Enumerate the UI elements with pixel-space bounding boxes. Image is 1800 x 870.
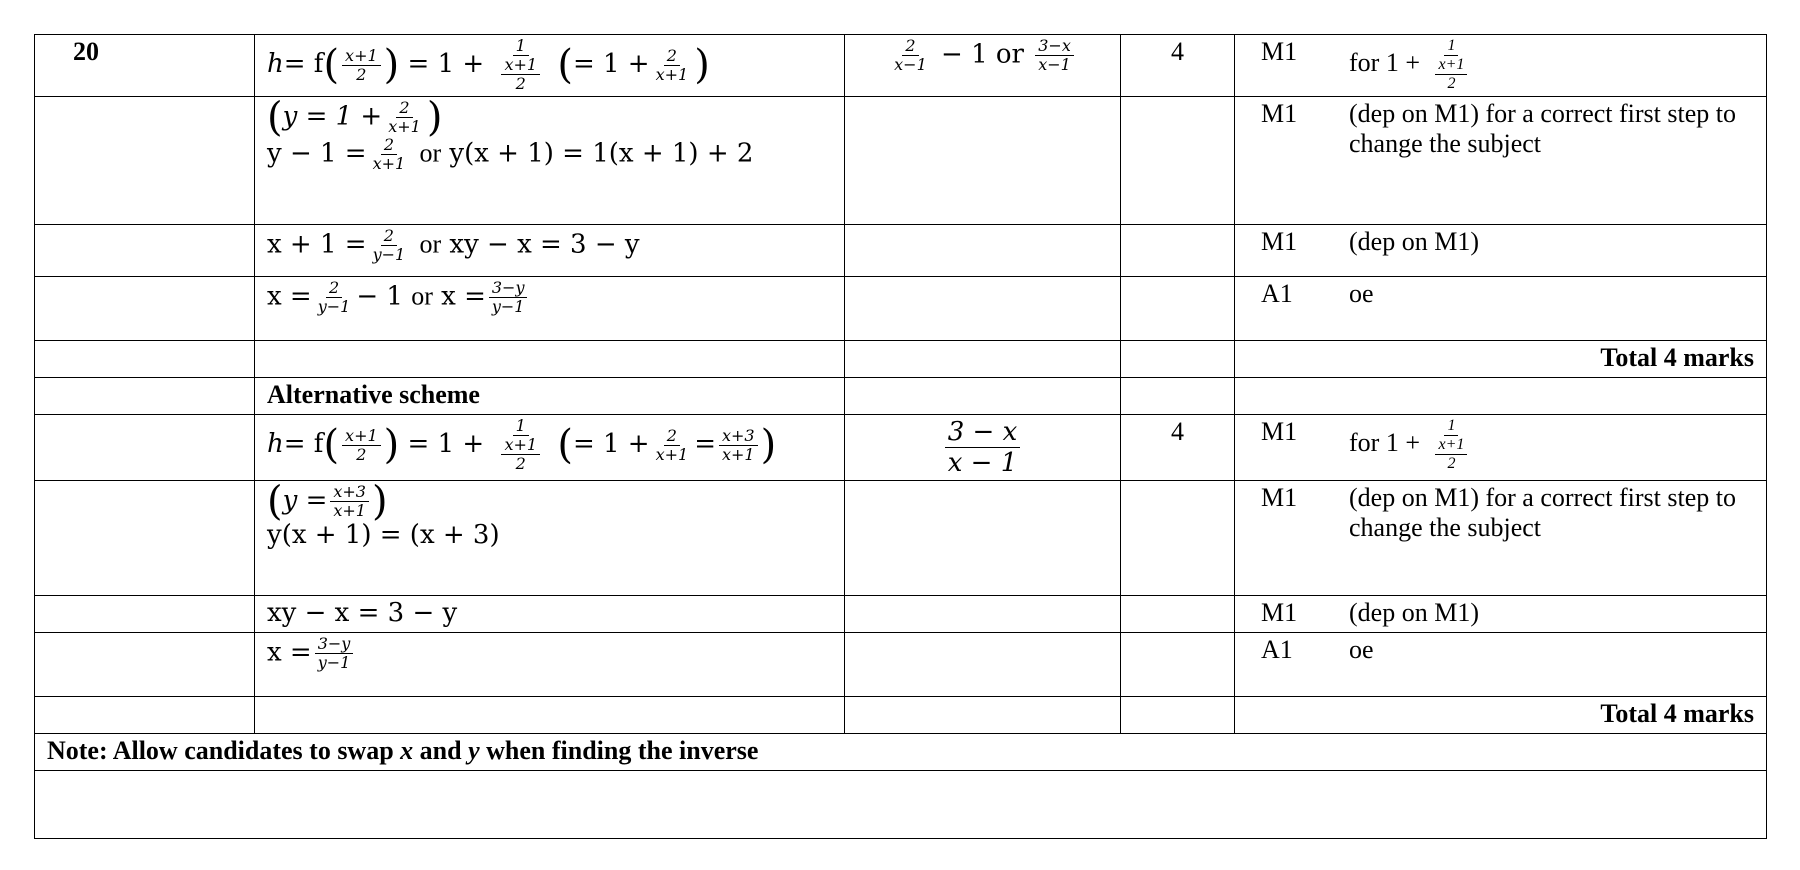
working-cell: h= f( $\frac{x+1}{2}$ ) = 1 + $\frac{1}{\frac{x+1}{2}}$ (= 1 + $\frac{2}{x+1}$ ) (255, 35, 845, 97)
working-cell: x = $\frac{3-y}{y-1}$ (255, 633, 845, 697)
mark-code: A1 (1261, 635, 1293, 664)
notes-cell (1235, 97, 1767, 225)
notes-cell (1235, 277, 1767, 341)
answer-cell: $\frac{3 - x}{x - 1}$ (845, 415, 1121, 481)
question-number: 20 (35, 35, 255, 97)
working-cell: x = $\frac{2}{y-1}$ − 1 or x = $\frac{3-y}{y-1}$ (255, 277, 845, 341)
working-cell: (y = 1 + $\frac{2}{x+1}$ ) y − 1 = $\frac{2}{x+1}$ or y(x + 1) = 1(x + 1) + 2 (255, 97, 845, 225)
notes-cell (1235, 596, 1767, 633)
working-cell: h= f( $\frac{x+1}{2}$ ) = 1 + $\frac{1}{\frac{x+1}{2}}$ (= 1 + $\frac{2}{x+1}$ = $\frac{x+3}{x+1}$ ) (255, 415, 845, 481)
notes-cell (1235, 35, 1767, 97)
working-cell: (y = $\frac{x+3}{x+1}$ ) y(x + 1) = (x + 3) (255, 481, 845, 596)
mark-code: M1 (1261, 598, 1298, 627)
table-row (35, 97, 1767, 225)
footnote: Note: Allow candidates to swap x and y when finding the inverse (35, 734, 1767, 771)
table-row (35, 277, 1767, 341)
notes-cell (1235, 225, 1767, 277)
note-text: (dep on M1) for a correct first step to change the subject (1349, 99, 1736, 158)
table-row (35, 697, 1767, 734)
note-text: (dep on M1) for a correct first step to change the subject (1349, 483, 1736, 542)
mark-code: M1 (1261, 417, 1298, 446)
table-row (35, 481, 1767, 596)
alternative-scheme-heading: Alternative scheme (255, 378, 845, 415)
note-text: for 1 + $\frac{1}{\frac{x+1}{2}}$ (1339, 417, 1754, 473)
mark-code: M1 (1261, 483, 1298, 512)
note-text: oe (1349, 635, 1374, 664)
note-text: for 1 + $\frac{1}{\frac{x+1}{2}}$ (1339, 37, 1754, 93)
table-row (35, 378, 1767, 415)
table-row (35, 35, 1767, 97)
notes-cell (1235, 633, 1767, 697)
table-row (35, 734, 1767, 771)
mark-cell: 4 (1121, 35, 1235, 97)
table-row (35, 341, 1767, 378)
working-cell: x + 1 = $\frac{2}{y-1}$ or xy − x = 3 − y (255, 225, 845, 277)
mark-scheme-table (34, 34, 1767, 839)
notes-cell (1235, 415, 1767, 481)
notes-cell (1235, 481, 1767, 596)
table-row (35, 225, 1767, 277)
table-row (35, 596, 1767, 633)
working-cell: xy − x = 3 − y (255, 596, 845, 633)
total-marks: Total 4 marks (1235, 341, 1767, 378)
mark-code: M1 (1261, 37, 1298, 66)
note-text: (dep on M1) (1349, 598, 1479, 627)
table-row (35, 633, 1767, 697)
answer-cell: $\frac{2}{x-1}$ − 1 or $\frac{3-x}{x-1}$ (845, 35, 1121, 97)
mark-cell: 4 (1121, 415, 1235, 481)
note-text: (dep on M1) (1349, 227, 1479, 256)
total-marks: Total 4 marks (1235, 697, 1767, 734)
mark-code: A1 (1261, 279, 1293, 308)
note-text: oe (1349, 279, 1374, 308)
mark-code: M1 (1261, 227, 1298, 256)
table-row (35, 771, 1767, 839)
mark-code: M1 (1261, 99, 1298, 128)
table-row (35, 415, 1767, 481)
